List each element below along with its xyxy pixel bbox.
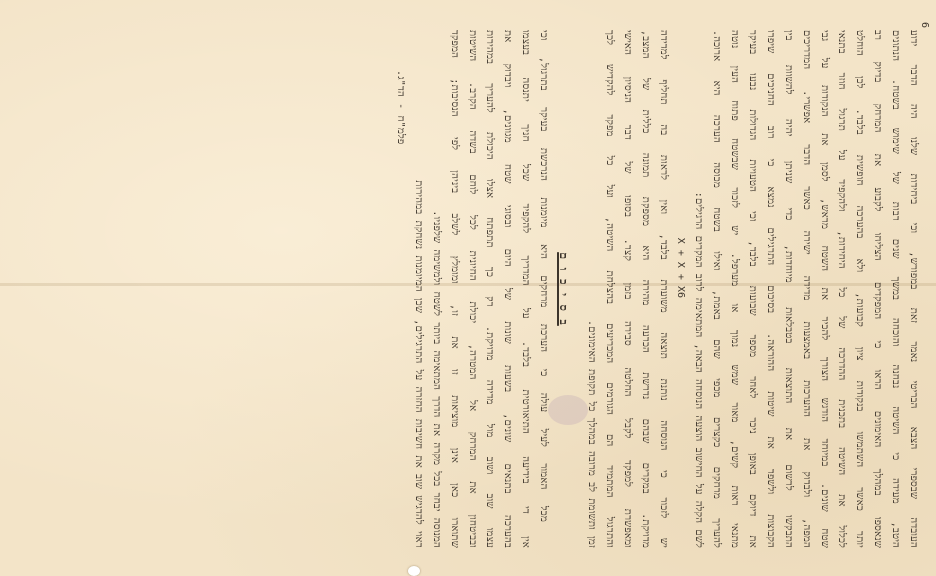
text-line: יותר כאשר השתמשו בנקודות ציון קבועות, ולא בהערכה חופשית בלבד. לכן הוחלט [854,30,866,548]
text-line: בהערכה בתנאים שונים, בשעות שונות של היום ובסוגי שטח מגוונים, ויבדוק את [502,30,514,548]
text-line: עצמו שוב ושוב מול מדידה מדויקת. רק כך תתפתח אצלו היכולת להעריך במהירות [484,30,496,548]
text-line: היטב, מעידה כי השיטה נבחנה והוכחה במשך שנים רבות של שימוש בשטח. הנתונים [890,30,902,548]
section-title-text: ב ס י כ ו ם [557,252,571,326]
text-line: לשם הקלה על החישוב הוצעה הנוסחה הבאה, המתאימה לרוב המקרים הרגילים: [693,191,705,548]
text-line: מתנאי ראות קשים, מאור שמש נמוך או מערפל. יש לזכור שבשטח פתוח העין נוטה [729,30,741,548]
text-line: להעריך מרחקים כקצרים מכפי שהם באמת, ואילו בשטח מכוסה הערכה היא ארוכה. [711,30,723,548]
text-line: התבקשו לרשום את התוצאות בטבלאות מיוחדות, כדי שניתן יהיה להשוות בין [782,30,794,548]
text-line: מדויקת. במקרים שבהם נדרשת הכרעה מהירה היא מספקת תמונה כללית של המצב, [639,30,651,548]
text-line: ומאפשרת למפקד לקבל החלטה סבירה בזמן קצר. בסופו של דבר הניסיון האישי [621,30,633,548]
text-line: הקבוצות ולשפר את שיטות ההוראה. בסיכום התרגילים נמצא כי רוב החניכים שיפרו [764,30,776,548]
text-line: ובביטחון את המרחק אל המטרה, יכולת החיונית לכל לוחם בשדה הקרב. השיטות [466,30,478,548]
text-line: העובדה שבספרי הצבא הבריטי נאמר זאת במפורש, וכי ביחידות שלנו היה הדבר ידוע [908,30,919,548]
text-line: המפה, ולבדוק את ההערכות באמצעות מדידה ישירה כאשר הדבר אפשרי. המדריכים [800,30,812,548]
text-line: זמן ותשומת לב מרובה במהלך כל תקופת האימונים. [585,320,597,548]
signature: פלמ"ח - הד"ג. [394,70,406,145]
text-line: לכלול את השיטה בתכנית ההדרכה של כל היחידות, ולהקפיד על תרגול חוזר בתנאי [836,30,848,548]
text-line: שטח שונים. במיוחד הודגש הצורך להכיר את השטח מראש, לסמן את הנקודות על גבי [818,30,830,548]
text-line: שנאספו במהלך האימונים הראו כי המפקדים הצליחו לקבוע את המרחק בדיוק רב [872,30,884,548]
text-line: והתרגול המתמיד הם הגורמים המכריעים בהצלחת השיטה, ועל כל מפקד להקדיש לכך [603,30,615,548]
text-line: אין די בידיעה התיאורטית בלבד. על המדריך להקפיד שכל חניך יתנסה בעצמו [520,30,532,548]
formula: X + X + X6 [675,237,687,298]
text-line: ראוי להדגיש שוב את חשיבות החזרה על התרגילים, שכן המיומנות נשחקת במהירות [412,180,424,548]
top-section [582,30,922,548]
text-line: יש לזכור כי הנוסחה נותנת תוצאה משוערת בלבד, ואין לראות בה תחליף למדידה [657,30,669,548]
text-line: את דיוקם באופן ניכר לאחר מספר שבועות בלבד, וכי הטעויות הגדולות נבעו בעיקר [746,30,758,548]
text-line: מכל האמור לעיל עולה כי הערכת מרחקים היא מיומנות הנרכשת בעיקר בתרגול, וכי [538,30,550,522]
page-number: 6 [919,22,930,29]
text-line: שתוארו כאן אינן מוציאות זו את זו, ומומלץ לשלב ביניהן לפי הנסיבות; המפקד [448,30,460,548]
summary-section [391,30,574,548]
text-line: המנוסה יבחר בכל מקרה את הדרך המתאימה ביותר לשטח ולמשימה שלפניו. [430,210,442,548]
section-title [552,30,574,548]
